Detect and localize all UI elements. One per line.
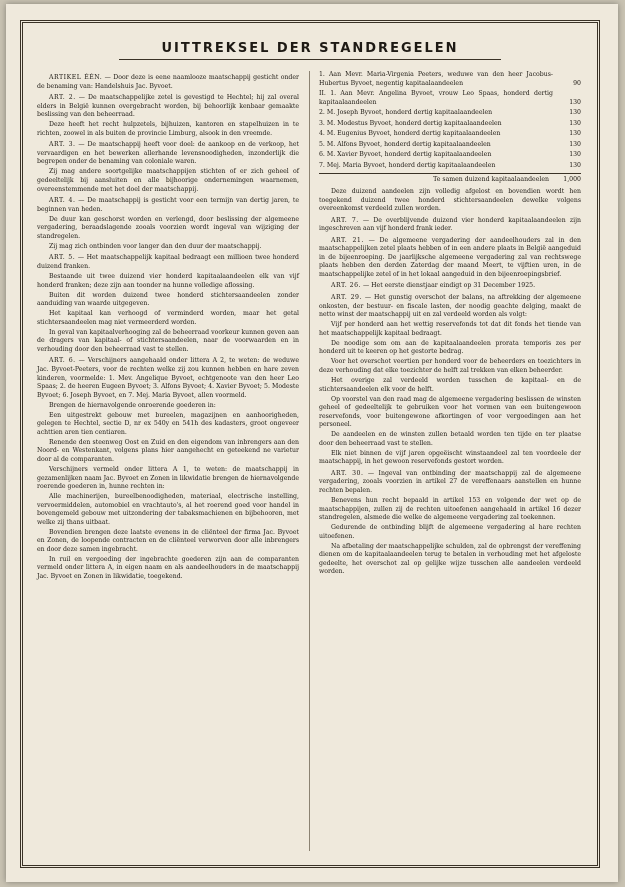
paragraph-text: Een uitgestrekt gebouw met bureelen, magazijnen en aanhoorigheden, gelegen te Hechtel, sectie D, nr ex 540y en 541h des kadasters, groot ongeveer achttien aren tien centiaren. xyxy=(37,411,299,436)
paragraph-text: Gedurende de ontbinding blijft de algemeene vergadering al hare rechten uitoefenen. xyxy=(319,524,581,540)
paragraph xyxy=(319,396,581,430)
allocation-value: 130 xyxy=(569,161,581,169)
paragraph xyxy=(37,329,299,355)
paragraph xyxy=(37,168,299,194)
article-label: ART. 2. xyxy=(49,94,76,102)
paragraph xyxy=(37,529,299,555)
allocation-text: 2. M. Joseph Byvoet, honderd dertig kapitaalaandeelen xyxy=(319,109,493,117)
paragraph xyxy=(37,216,299,242)
paragraph xyxy=(319,340,581,357)
paragraph-text: Zij mag andere soortgelijke maatschappijen stichten of er zich geheel of gedeeltelijk bij aansluiten en alle bijhoorige ondernemingen waarnemen, overeenstemmende met het doel der maatschappij. xyxy=(37,168,299,193)
paragraph xyxy=(37,412,299,438)
allocation-row xyxy=(319,162,581,171)
paragraph-text: Buiten dit worden duizend twee honderd stichtersaandeelen zonder aanduiding van waarde uitgegeven. xyxy=(37,291,299,308)
paragraph xyxy=(319,321,581,338)
allocation-text: 4. M. Eugenius Byvoet, honderd dertig kapitaalaandeelen xyxy=(319,130,501,138)
allocation-row xyxy=(319,71,581,88)
paragraph xyxy=(37,402,299,411)
allocation-value: 130 xyxy=(569,140,581,148)
article-label: ART. 21. xyxy=(331,236,364,244)
paragraph-text: Vijf per honderd aan het wettig reservefonds tot dat dit fonds het tiende van het maatschappelijk kapitaal bedraagt. xyxy=(319,321,581,337)
article-label: ART. 26. xyxy=(331,282,362,290)
paragraph-text: Bestaande uit twee duizend vier honderd kapitaalaandeelen elk van vijf honderd franken; deze zijn aan toonder na hunne volledige aflossing. xyxy=(37,272,299,289)
paragraph-text: In ruil en vergoeding der ingebrachte goederen zijn aan de comparanten vermeld onder littera A, in eigen naam en als aandeelhouders in de maatschappij Jac. Byvoet en Zonen in likwidatie, toegekend. xyxy=(37,555,299,581)
column-divider xyxy=(309,71,310,851)
page-frame xyxy=(20,20,600,868)
allocation-text: 3. M. Modestus Byvoet, honderd dertig kapitaalaandeelen xyxy=(319,119,502,127)
total-label: Te samen duizend kapitaalaandeelen xyxy=(433,176,549,184)
paragraph xyxy=(37,243,299,252)
right-column xyxy=(319,71,581,578)
paragraph-text: — Het maatschappelijk kapitaal bedraagt een millioen twee honderd duizend franken. xyxy=(37,254,300,270)
paragraph-text: Benevens hun recht bepaald in artikel 153 en volgende der wet op de maatschappijen, zullen zij de rechten uitoefenen aangehaald in artikel 16 dezer standregelen, alsmede die welke de algemeene vergadering zal toekennen. xyxy=(319,497,581,522)
paragraph xyxy=(319,524,581,541)
article-paragraph xyxy=(319,237,581,280)
paragraph-text: Brengen de hiernavolgende onroerende goederen in: xyxy=(49,401,216,409)
allocation-text: 6. M. Xavier Byvoet, honderd dertig kapitaalaandeelen xyxy=(319,151,492,159)
allocation-text: 7. Mej. Maria Byvoet, honderd dertig kapitaalaandeelen xyxy=(319,161,496,169)
paragraph-text: Bovendien brengen deze laatste evenens in de cliënteel der firma Jac. Byvoet en Zonen, de loopende contracten en de cliënteel verworven door alle inbrengers en door deze samen ingebracht. xyxy=(37,528,299,553)
paragraph-text: Het kapitaal kan verhoogd of verminderd worden, maar het getal stichtersaandeelen mag niet vermeerderd worden. xyxy=(37,310,299,326)
paragraph-text: In geval van kapitaalverhooging zal de beheerraad voorkeur kunnen geven aan de dragers van kapitaal- of stichtersaandeelen, naar de voorwaarden en in verhouding door den beheerraad vast te stellen. xyxy=(37,328,299,353)
article-paragraph xyxy=(37,74,299,91)
paragraph-text: Op voorstel van den raad mag de algemeene vergadering beslissen de winsten geheel of gedeeltelijk te gebruiken voor het vormen van een buitengewoon reservefonds, voor buitengewone afkortingen of voor vergoedingen aan het personeel. xyxy=(319,395,581,429)
paragraph-text: — De overblijvende duizend vier honderd kapitaalaandeelen zijn ingeschreven aan vijf honderd frank ieder. xyxy=(319,216,582,233)
paragraph-text: Na afbetaling der maatschappelijke schulden, zal de opbrengst der vereffening dienen om de kapitaalaandeelen terug te betalen in verhouding met het afgeloste gedeelte, het overschot zal op gelijke wijze tusschen alle aandeelen verdeeld worden. xyxy=(319,542,581,576)
total-value: 1,000 xyxy=(563,176,581,184)
paragraph xyxy=(37,556,299,582)
document-title: UITTREKSEL DER STANDREGELEN xyxy=(161,41,459,56)
article-paragraph xyxy=(37,94,299,120)
allocation-total xyxy=(319,173,581,185)
paragraph xyxy=(319,188,581,214)
article-paragraph xyxy=(37,197,299,214)
paragraph xyxy=(37,273,299,290)
paragraph xyxy=(37,292,299,309)
paragraph-text: De duur kan geschorst worden en verlengd, door beslissing der algemeene vergadering, beraadslagende zooals voorzien wordt ingeval van wijziging der standregelen. xyxy=(37,215,299,240)
paragraph xyxy=(37,121,299,138)
paragraph xyxy=(319,450,581,467)
allocation-value: 130 xyxy=(569,109,581,117)
article-label: ART. 6. xyxy=(49,357,76,365)
allocation-value: 130 xyxy=(569,119,581,127)
allocation-text: 1. Aan Mevr. Maria-Virgenia Peeters, weduwe van den heer Jacobus-Hubertus Byvoet, negentig kapitaalaandeelen xyxy=(319,71,553,87)
allocation-text: II. 1. Aan Mevr. Angelina Byvoet, vrouw Leo Spaas, honderd dertig kapitaalaandeelen xyxy=(319,90,553,106)
paragraph xyxy=(319,377,581,394)
paragraph xyxy=(319,358,581,375)
title-rule xyxy=(119,59,501,60)
article-label: ART. 4. xyxy=(49,197,76,205)
paragraph-text: De noodige som om aan de kapitaalaandeelen prorata temporis zes per honderd uit te keeren op het gestorte bedrag. xyxy=(319,339,581,356)
paragraph xyxy=(37,493,299,527)
article-label: ART. 29. xyxy=(331,294,362,302)
paragraph-text: Renende den steenweg Oost en Zuid en den eigendom van inbrengers aan den Noord- en Westenkant, volgens plans hier aangehecht en geteekend ne varietur door al de comparanten. xyxy=(37,438,299,463)
right-paragraphs xyxy=(319,188,581,577)
article-label: ART. 5. xyxy=(49,254,76,262)
paragraph xyxy=(319,431,581,448)
article-label: ART. 30. xyxy=(331,469,364,477)
article-paragraph xyxy=(37,254,299,271)
paragraph-text: De aandeelen en de winsten zullen betaald worden ten tijde en ter plaatse door den beheerraad vast te stellen. xyxy=(319,431,581,447)
allocation-row xyxy=(319,130,581,139)
paragraph-text: — De maatschappij heeft voor doel: de aankoop en de verkoop, het vervaardigen en het bewerken allerhande levensnoodigheden, inzonderlijk die begrepen onder de benaming van coloniale waren. xyxy=(37,141,299,166)
allocation-row xyxy=(319,151,581,160)
allocation-text: 5. M. Alfons Byvoet, honderd dertig kapitaalaandeelen xyxy=(319,140,491,148)
article-paragraph xyxy=(37,141,299,167)
paragraph-text: Deze heeft het recht hulpzetels, bijhuizen, kantoren en stapelhuizen in te richten, zoowel in als buiten de provincie Limburg, alsook in den vreemde. xyxy=(37,121,299,137)
paragraph-text: — De algemeene vergadering der aandeelhouders zal in den maatschappelijken zetel plaats hebben of in een andere plaats in België aangeduid in de bijeenroeping. De jaarlijksche algemeene vergadering zal van rechtswege plaats hebben den derden Zaterdag der maand Meert, te vijftien uren, in de maatschappelijke zetel of in het lokaal aangeduid in den bijeenroepingsbrief. xyxy=(319,236,582,278)
paragraph-text: Deze duizend aandeelen zijn volledig afgelost en bovendien wordt hen toegekend duizend twee honderd stichtersaandeelen dewelke volgens overeenkomst verdeeld zullen worden. xyxy=(319,188,581,213)
allocation-row xyxy=(319,141,581,150)
article-paragraph xyxy=(319,217,581,234)
allocation-value: 90 xyxy=(573,79,581,87)
paragraph-text: Alle machinerijen, bureelbenoodigheden, materiaal, electrische instelling, vervoermiddelen, automobiel en vrachtauto's, al het roerend goed voor handel in bovengemeld gebouw met uitzondering der tabaksmachienen en bijbehooren, met welke zij thans uitbaat. xyxy=(37,493,299,526)
paragraph-text: Verschijners vermeld onder littera A 1, te weten: de maatschappij in gezamenlijken naam Jac. Byvoet en Zonen in likwidatie brengen de hiernavolgende roerende goederen in, hunne rechten in: xyxy=(37,465,299,491)
allocation-value: 130 xyxy=(569,130,581,138)
paragraph-text: — Het gunstig overschot der balans, na aftrekking der algemeene onkosten, der bestuur- en fiscale lasten, der noodig geachte delging, maakt de netto winst der maatschappij uit en zal verdeeld worden als volgt: xyxy=(319,294,582,319)
paragraph-text: Voor het overschot veertien per honderd voor de beheerders en toezichters in deze verhouding dat elke toezichter de helft zal trekken van elken beheerder. xyxy=(319,358,581,374)
allocation-row xyxy=(319,120,581,129)
article-paragraph xyxy=(319,470,581,496)
paragraph xyxy=(37,466,299,492)
document-sheet xyxy=(6,4,618,882)
paragraph xyxy=(37,439,299,465)
allocation-row xyxy=(319,90,581,107)
paragraph-text: Het overige zal verdeeld worden tusschen de kapitaal- en de stichtersaandeelen elk voor de helft. xyxy=(319,376,581,393)
allocation-list xyxy=(319,71,581,170)
paragraph xyxy=(37,310,299,327)
left-column xyxy=(37,71,299,583)
paragraph xyxy=(319,543,581,577)
article-label: ART. 7. xyxy=(331,216,359,224)
paragraph-text: — De maatschappij is gesticht voor een termijn van dertig jaren, te beginnen van heden. xyxy=(37,197,299,213)
article-paragraph xyxy=(319,282,581,291)
article-label: ARTIKEL ÉÉN. xyxy=(49,74,103,81)
allocation-value: 130 xyxy=(569,151,581,159)
article-label: ART. 3. xyxy=(49,141,76,149)
article-paragraph xyxy=(319,294,581,320)
paragraph-text: Elk niet binnen de vijf jaren opgeëischt winstaandeel zal ten voordeele der maatschappij, in het gewoon reservefonds gestort worden. xyxy=(319,449,581,466)
article-paragraph xyxy=(37,357,299,400)
paragraph-text: — Door deze is eene naamlooze maatschappij gesticht onder de benaming van: Handelshuis Jac. Byvoet. xyxy=(37,74,300,90)
paragraph-text: — Verschijners aangehaald onder littera A 2, te weten: de weduwe Jac. Byvoet-Peeters, voor de rechten welke zij zou kunnen hebben en hare zeven kinderen, voormelde: 1. Mev. Angelique Byvoet, echtgenoote van den heer Leo Spaas; 2. de heeren Eugeen Byvoet; 3. Alfons Byvoet; 4. Xavier Byvoet; 5. Modeste Byvoet; 6. Joseph Byvoet, en 7. Mej. Maria Byvoet, allen voormeld. xyxy=(37,357,299,399)
paragraph-text: — Ingeval van ontbinding der maatschappij zal de algemeene vergadering, zooals voorzien in artikel 27 de vereffenaars aanstellen en hunne rechten bepalen. xyxy=(319,469,581,495)
allocation-value: 130 xyxy=(569,98,581,106)
paragraph-text: Zij mag zich ontbinden voor langer dan den duur der maatschappij. xyxy=(49,242,262,250)
paragraph-text: — De maatschappelijke zetel is gevestigd te Hechtel; hij zal overal elders in België kunnen overgebracht worden, bij behoorlijk kenbaar gemaakte beslissing van den beheerraad. xyxy=(37,94,299,119)
paragraph-text: — Het eerste dienstjaar eindigt op 31 December 1925. xyxy=(362,282,536,290)
paragraph xyxy=(319,497,581,523)
allocation-row xyxy=(319,109,581,118)
